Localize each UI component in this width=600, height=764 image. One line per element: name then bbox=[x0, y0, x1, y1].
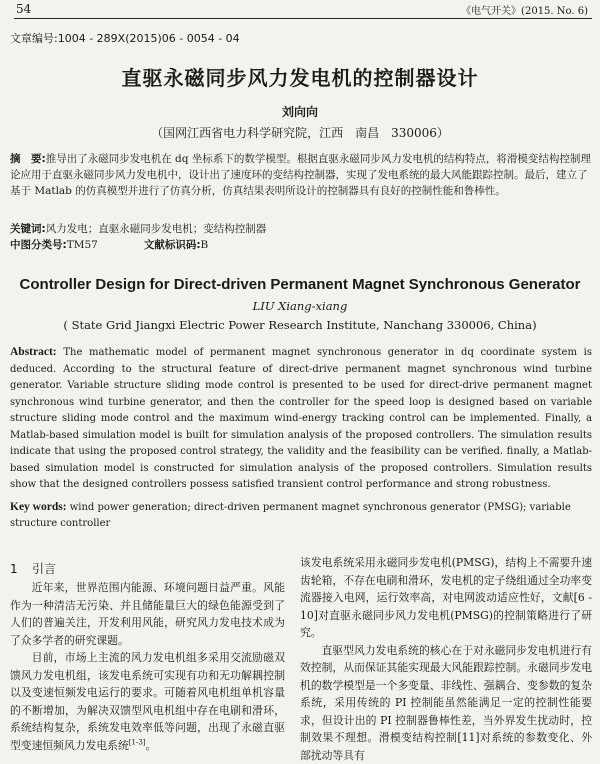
chinese-keywords bbox=[10, 221, 592, 237]
page-number: 54 bbox=[16, 2, 31, 16]
body-left-column bbox=[10, 579, 285, 751]
doc-code-value: B bbox=[201, 239, 209, 251]
clc-value: TM57 bbox=[67, 239, 98, 251]
classification-line bbox=[10, 237, 592, 253]
chinese-affiliation: （国网江西省电力科学研究院，江西 南昌 330006） bbox=[0, 124, 600, 141]
citation: [1-3] bbox=[129, 738, 146, 746]
doc-code-label: 文献标识码: bbox=[144, 239, 201, 251]
body-paragraph-tail: 。 bbox=[146, 739, 157, 752]
english-affiliation: ( State Grid Jiangxi Electric Power Research Institute, Nanchang 330006, China) bbox=[0, 318, 600, 332]
section-title: 引言 bbox=[32, 562, 56, 576]
body-paragraph bbox=[10, 649, 285, 754]
header-rule bbox=[14, 18, 592, 19]
chinese-abstract bbox=[10, 151, 592, 217]
section-heading bbox=[10, 560, 56, 577]
body-paragraph: 直驱型风力发电系统的核心在于对永磁同步发电机进行有效控制，从而保证其能实现最大风能跟踪控制。永磁同步发电机的数学模型是一个多变量、非线性、强耦合、变参数的复杂系统，采用传统的 PI 控制能虽然能满足一定的控制性能要求，但设计出的 PI 控制器鲁棒性差，当外界发生扰动时，控制效果不理想。滑模变结构控制[11]对系统的参数变化、外部扰动等具有 bbox=[300, 642, 592, 764]
chinese-title: 直驱永磁同步风力发电机的控制器设计 bbox=[0, 62, 600, 91]
english-keywords-label: Key words: bbox=[10, 501, 67, 513]
body-paragraph: 该发电系统采用永磁同步发电机(PMSG)，结构上不需要升速齿轮箱，不存在电刷和滑环，发电机的定子绕组通过全功率变流器接入电网，运行效率高，对电网波动适应性好，文献[6 - 10]对直驱永磁同步风力发电机(PMSG)的控制策略进行了研究。 bbox=[300, 554, 592, 642]
english-title: Controller Design for Direct-driven Permanent Magnet Synchronous Generator bbox=[0, 276, 600, 293]
english-abstract-label: Abstract: bbox=[10, 346, 57, 358]
body-paragraph-text: 目前，市场上主流的风力发电机组多采用交流励磁双馈风力发电机组，该发电系统可实现有功和无功解耦控制以及变速恒频发电运行的要求。可随着风电机组单机容量的不断增加，为解决双馈型风电机组中存在电刷和滑环，系统结构复杂，系统发电效率低等问题，出现了永磁直驱型变速恒频风力发电系统 bbox=[10, 651, 285, 752]
chinese-abstract-text: 推导出了永磁同步发电机在 dq 坐标系下的数学模型。根据直驱永磁同步风力发电机的结构特点，将滑模变结构控制理论应用于直驱永磁同步风力发电机中，设计出了速度环的变结构控制器，实现了发电系统的最大风能跟踪控制。最后，建立了基于 Matlab 的仿真模型并进行了仿真分析，仿真结果表明所设计的控制器具有良好的控制性能和鲁棒性。 bbox=[10, 153, 591, 197]
clc-label: 中图分类号: bbox=[10, 239, 67, 251]
english-keywords-text: wind power generation; direct-driven permanent magnet synchronous generator (PMSG); variable structure controller bbox=[10, 502, 571, 529]
article-number: 文章编号:1004 - 289X(2015)06 - 0054 - 04 bbox=[10, 30, 240, 46]
english-keywords bbox=[10, 499, 592, 532]
section-number: 1 bbox=[10, 562, 32, 576]
english-author: LIU Xiang-xiang bbox=[0, 299, 600, 313]
english-abstract bbox=[10, 344, 592, 496]
chinese-keywords-label: 关键词: bbox=[10, 223, 46, 235]
chinese-keywords-text: 风力发电；直驱永磁同步发电机；变结构控制器 bbox=[46, 223, 267, 235]
chinese-abstract-label: 摘 要: bbox=[10, 153, 46, 165]
journal-name: 《电气开关》(2015. No. 6) bbox=[461, 2, 588, 17]
english-abstract-text: The mathematic model of permanent magnet synchronous generator in dq coordinate system is deduced. According to the structural feature of direct-drive permanent magnet synchronous wind turbine generator. Variable structure sliding mode control is presented to be used for direct-drive permanent magnet synchronous wind turbine generator, and then the controller for the speed loop is designed based on variable structure sliding mode control and the maximum wind-energy tracking control can be implemented. Finally, a Matlab-based simulation model is built for simulation analysis of the proposed controllers. The simulation results indicate that using the proposed control strategy, the validity and the feasibility can be verified. finally, a Matlab-based simulation model is constructed for simulation analysis of the proposed controllers. Simulation results show that the designed controllers possess satisfied transient control performance and strong robustness. bbox=[10, 347, 592, 490]
body-right-column bbox=[300, 554, 592, 751]
chinese-author: 刘向向 bbox=[0, 103, 600, 120]
body-paragraph: 近年来，世界范围内能源、环境问题日益严重。风能作为一种清洁无污染、并且储能量巨大的绿色能源受到了人们的普遍关注，开发利用风能，研究风力发电技术成为了众多学者的研究课题。 bbox=[10, 579, 285, 649]
